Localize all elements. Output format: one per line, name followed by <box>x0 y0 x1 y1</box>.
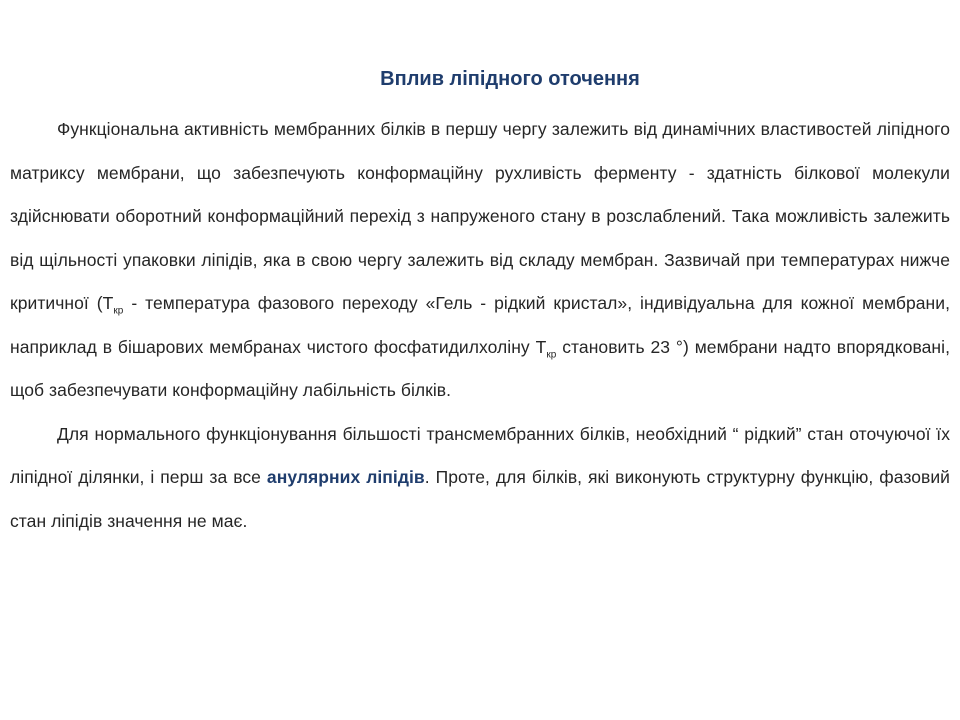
body-paragraph-2 <box>10 413 950 544</box>
highlight-annular-lipids: анулярних ліпідів <box>266 467 425 487</box>
body-paragraph-1 <box>10 108 950 413</box>
subscript-kr-1: кр <box>113 305 124 317</box>
paragraph-2-text-end: . Проте, для білків, які виконують структурну функцію, фазовий стан ліпідів значення не має. <box>10 467 950 531</box>
subscript-kr-2: кр <box>546 349 557 360</box>
paragraph-1-text-middle: - температура фазового переходу «Гель - рідкий кристал», індивідуальна для кожної мембрани, наприклад в бішарових мембранах чистого фосфатидилхоліну Т <box>10 293 950 357</box>
paragraph-1-text-end: становить 23 °) мембрани надто впорядковані, щоб забезпечувати конформаційну лабільність білків. <box>10 336 950 400</box>
paragraph-2-text-start: Для нормального функціонування більшості трансмембранних білків, необхідний “ рідкий” стан оточуючої їх ліпідної ділянки, і перш за все <box>10 423 950 487</box>
slide-title: Вплив ліпідного оточення <box>380 68 640 90</box>
paragraph-1-text-start: Функціональна активність мембранних білків в першу чергу залежить від динамічних властивостей ліпідного матриксу мембрани, що забезпечують конформаційну рухливість ферменту - здатність білкової молекули здійснювати оборотний конформаційний перехід з напруженого стану в розслаблений. Така можливість залежить від щільності упаковки ліпідів, яка в свою чергу залежить від складу мембран. Зазвичай при температурах нижче критичної (Т <box>10 119 950 313</box>
